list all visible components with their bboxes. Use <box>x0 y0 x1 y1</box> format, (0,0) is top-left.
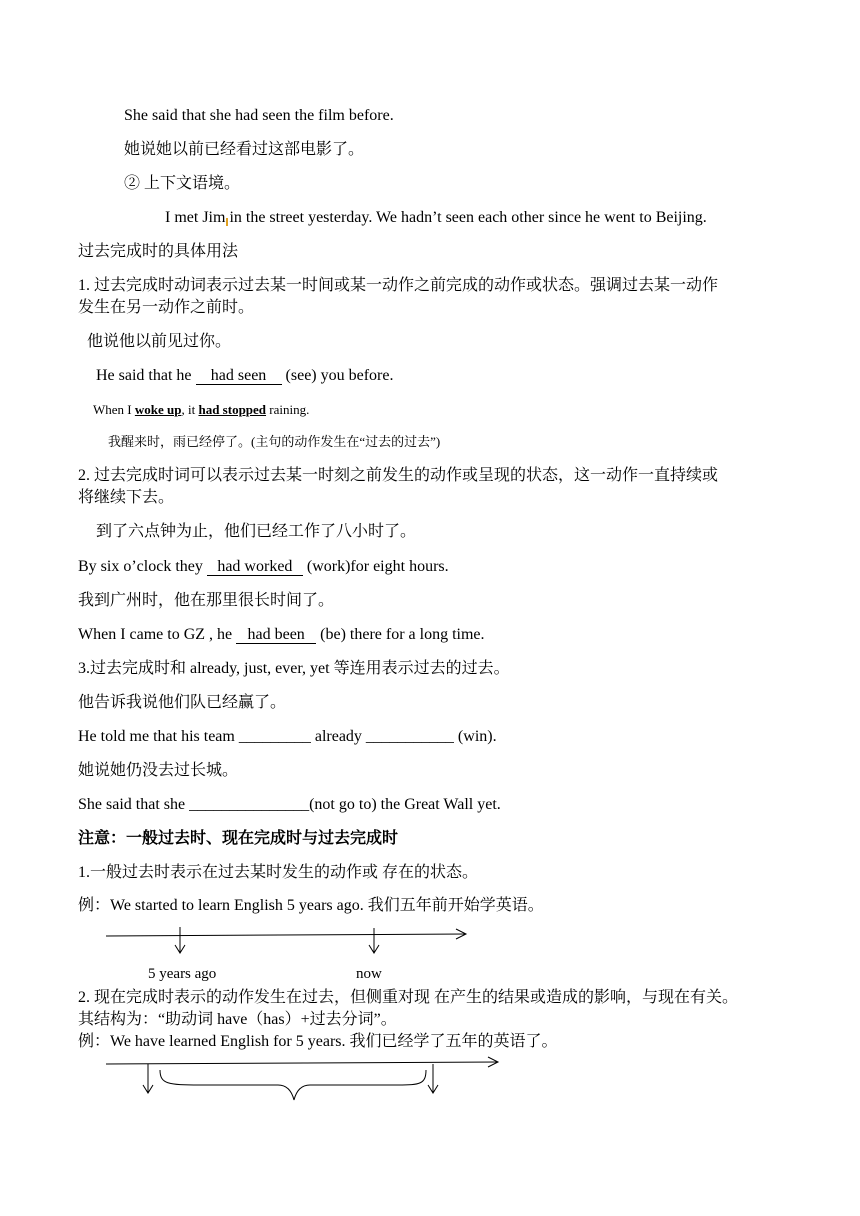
section-heading: 过去完成时的具体用法 <box>78 243 239 260</box>
example-verb-had-stopped: had stopped <box>198 402 267 417</box>
note-1: 1.一般过去时表示在过去某时发生的动作或 存在的状态。 <box>78 864 479 881</box>
usage-3: 3.过去完成时和 already, just, ever, yet 等连用表示过去的过去。 <box>78 660 510 677</box>
usage-1-example-translation: 我醒来时，雨已经停了。(主句的动作发生在“过去的过去”) <box>108 434 441 449</box>
timeline-axis <box>106 934 466 936</box>
timeline-axis <box>106 1062 498 1064</box>
exercise-text-start: He said that he <box>96 367 192 384</box>
example-text: When I <box>93 402 135 417</box>
label-5-years-ago: 5 years ago <box>148 966 217 982</box>
label-now: now <box>356 966 382 982</box>
exercise-text-start: When I came to GZ , he <box>78 626 233 643</box>
context-example-part1: I met Jim <box>165 209 226 226</box>
example-text: , it <box>181 402 199 417</box>
usage-1-line2: 发生在另一动作之前时。 <box>78 299 255 316</box>
answer-blank: had been <box>236 627 316 644</box>
usage-3-chinese-1: 他告诉我说他们队已经赢了。 <box>78 694 287 711</box>
exercise-text-end: (see) you before. <box>285 367 394 384</box>
usage-1-line1: 1. 过去完成时动词表示过去某一时间或某一动作之前完成的动作或状态。强调过去某一动作 <box>78 277 719 294</box>
answer-blank: had worked <box>207 559 303 576</box>
answer-blank: had seen <box>196 368 282 385</box>
note-2-example: 例：We have learned English for 5 years. 我们已经学了五年的英语了。 <box>78 1033 558 1050</box>
note-2-line1: 2. 现在完成时表示的动作发生在过去，但侧重对现 在产生的结果或造成的影响，与现在有关。 <box>78 989 739 1006</box>
usage-3-exercise-1: He told me that his team _________ already ___________ (win). <box>78 728 497 745</box>
note-heading: 注意：一般过去时、现在完成时与过去完成时 <box>78 830 399 847</box>
exercise-text-end: (be) there for a long time. <box>320 626 485 643</box>
usage-2-line2: 将继续下去。 <box>78 489 175 506</box>
context-example-part2: in the street yesterday. We hadn’t seen each other since he went to Beijing. <box>229 209 707 226</box>
usage-2-line1: 2. 过去完成时词可以表示过去某一时刻之前发生的动作或呈现的状态，这一动作一直持续或 <box>78 467 719 484</box>
note-1-example: 例：We started to learn English 5 years ago. 我们五年前开始学英语。 <box>78 897 544 914</box>
example-translation: 她说她以前已经看过这部电影了。 <box>124 141 365 158</box>
present-perfect-timeline <box>106 1057 498 1100</box>
example-verb-woke-up: woke up <box>134 402 182 417</box>
usage-2-chinese-2: 我到广州时，他在那里很长时间了。 <box>78 592 335 609</box>
duration-brace <box>160 1070 426 1100</box>
example-sentence: She said that she had seen the film before. <box>124 107 394 124</box>
exercise-text-start: By six o’clock they <box>78 558 203 575</box>
usage-2-chinese: 到了六点钟为止，他们已经工作了八小时了。 <box>96 523 417 540</box>
usage-3-chinese-2: 她说她仍没去过长城。 <box>78 762 239 779</box>
usage-1-chinese: 他说他以前见过你。 <box>87 333 232 350</box>
example-text: raining. <box>266 402 310 417</box>
simple-past-timeline <box>106 927 466 953</box>
exercise-text-end: (work)for eight hours. <box>306 558 449 575</box>
note-2-line2: 其结构为：“助动词 have（has）+过去分词”。 <box>78 1011 397 1028</box>
usage-3-exercise-2: She said that she _______________(not go to) the Great Wall yet. <box>78 796 501 813</box>
subheading-context: ② 上下文语境。 <box>124 175 241 192</box>
